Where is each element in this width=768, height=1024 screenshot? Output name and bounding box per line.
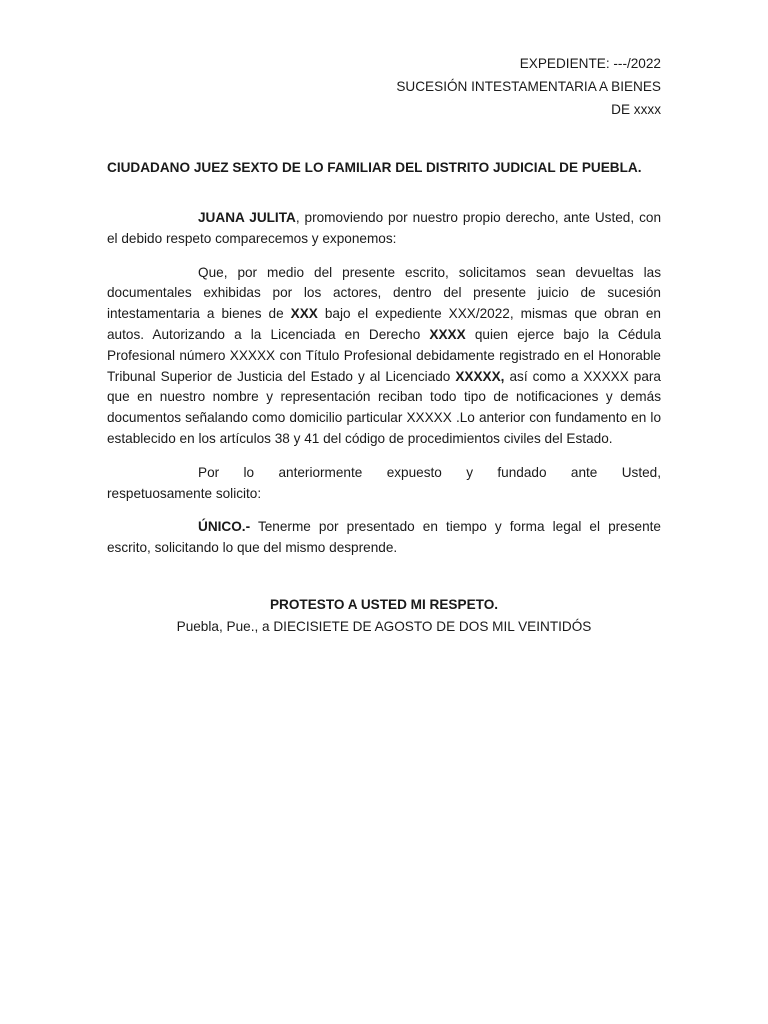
body-text-1: Que, por medio del presente escrito, solicitamos sean devueltas las documentales exhibidas por los actores, dentro del presente juicio de sucesión intestamentaria a bienes de bbox=[107, 264, 661, 322]
body-text-2: bajo el expediente XXX/2022, mismas que obran en autos. Autorizando a la Licenciada en Derecho bbox=[107, 306, 661, 342]
addressee-heading: CIUDADANO JUEZ SEXTO DE LO FAMILIAR DEL DISTRITO JUDICIAL DE PUEBLA. bbox=[107, 160, 642, 175]
body-bold-3: XXXXX, bbox=[455, 368, 505, 384]
request-line-1: Por lo anteriormente expuesto y fundado ante Usted, bbox=[198, 464, 661, 480]
closing-protest: PROTESTO A USTED MI RESPETO. bbox=[269, 596, 499, 612]
sucesion-line: SUCESIÓN INTESTAMENTARIA A BIENES bbox=[396, 79, 661, 94]
intro-paragraph bbox=[107, 208, 661, 250]
body-text-4: así como a XXXXX para que en nuestro nombre y representación reciban todo tipo de notificaciones y demás documentos señalando como domicilio particular XXXXX .Lo anterior con fundamento en lo establecido en los artículos 38 y 41 del código de procedimientos civiles del Estado. bbox=[107, 368, 661, 446]
document-page bbox=[107, 52, 661, 637]
unico-paragraph bbox=[107, 517, 661, 559]
body-paragraph bbox=[107, 263, 661, 450]
de-line: DE xxxx bbox=[611, 102, 661, 117]
request-line-2: respetuosamente solicito: bbox=[107, 485, 262, 501]
body-bold-1: XXX bbox=[290, 306, 318, 322]
body-text-3: quien ejerce bajo la Cédula Profesional número XXXXX con Título Profesional debidamente registrado en el Honorable Tribunal Superior de Justicia del Estado y al Licenciado bbox=[107, 326, 661, 384]
unico-label: ÚNICO.- bbox=[198, 519, 251, 535]
place-date-line: Puebla, Pue., a DIECISIETE DE AGOSTO DE DOS MIL VEINTIDÓS bbox=[176, 618, 592, 634]
promovente-name: JUANA JULITA bbox=[198, 210, 296, 225]
expediente-line: EXPEDIENTE: ---/2022 bbox=[519, 56, 661, 71]
body-bold-2: XXXX bbox=[429, 326, 466, 342]
unico-text: Tenerme por presentado en tiempo y forma legal el presente escrito, solicitando lo que del mismo desprende. bbox=[107, 519, 661, 556]
request-paragraph bbox=[107, 463, 661, 505]
intro-text: , promoviendo por nuestro propio derecho, ante Usted, con el debido respeto comparecemos y exponemos: bbox=[107, 210, 661, 246]
